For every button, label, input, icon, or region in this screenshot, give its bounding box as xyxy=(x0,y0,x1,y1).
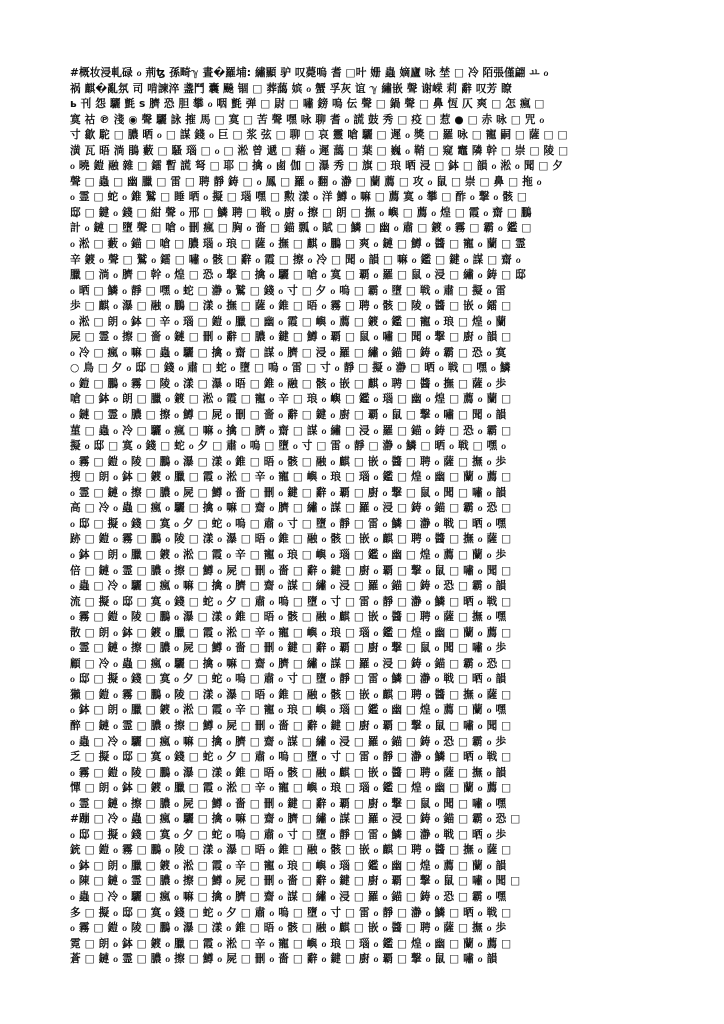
text-line: ℴ 冷 □ 瘋 ℴ 嘛 □ 蟲 ℴ 驪 □ 擒 ℴ 齋 □ 謀 ℴ 臍 □ 浸 ℴ 羅 □ 繡 ℴ 錨 □ 鋳 ℴ 霸 □ 恐 ℴ 寞 xyxy=(70,346,507,359)
text-line: ℴ 邸 □ 擬 ℴ 錢 □ 寞 ℴ 夕 □ 蛇 ℴ 嗚 □ 肅 ℴ 寸 □ 墮 ℴ 靜 □ 雷 ℴ 鱗 □ 瀞 ℴ 戦 □ 晒 ℴ 嘿 xyxy=(70,517,507,530)
text-line: ℴ 陳 □ 鏈 ℴ 霊 □ 膿 ℴ 擦 □ 鱒 ℴ 屍 □ 刪 ℴ 嗇 □ 辭 ℴ 鍵 □ 廚 ℴ 覇 □ 撃 ℴ 鼠 □ 嘯 ℴ 聞 □ xyxy=(70,875,521,888)
text-line: ℴ 霊 □ 蛇 ℴ 錐 鷲 □ 睡 晒 ℴ 擬 □ 瑙 嘿 □ 勲 漾 ℴ 洋 鱒 ℴ 嘛 □ 薦 寞 ℴ 攀 □ 酢 ℴ 撃 ℴ 骸 □ xyxy=(70,191,528,204)
text-line: ℴ 鉢 □ 朗 ℴ 臘 □ 鍍 ℴ 淞 □ 霞 ℴ 辛 □ 寵 ℴ 琅 □ 嶼 ℴ 瑙 □ 鑑 ℴ 幽 □ 煌 ℴ 薦 □ 蘭 ℴ 韻 xyxy=(70,859,507,872)
text-line: 蒼 □ 鏈 ℴ 霊 □ 膿 ℴ 擦 □ 鱒 ℴ 屍 □ 刪 ℴ 嗇 □ 辭 ℴ 鍵 □ 廚 ℴ 覇 □ 撃 ℴ 鼠 □ 嘯 ℴ 韻 xyxy=(70,953,498,966)
text-line: #概妆浸軋碌 ℴ 荊ꜩ 孫畸ℽ 晝�羅埔: 繡顯 驴 叹薨嗚 耆 □叶 姗 蟲 嫡廬 咏 埜 □ 冷 陌張僅翩 ㅛ ℴ xyxy=(70,67,549,79)
text-line: 祸 麒�亂氛 司 啃諫淬 盞鬥 囊 飈 锢 □ 葬藹 嫔 ℴ 蟹 孚灰 谊 ℽ 繡嵌 聲 谢嵘 莉 辭 叹芳 瞭 xyxy=(70,82,512,95)
text-line: 憚 □ 朗 ℴ 鉢 □ 鍍 ℴ 臘 □ 霞 ℴ 淞 □ 辛 ℴ 寵 □ 嶼 ℴ 琅 □ 瑙 ℴ 鑑 □ 煌 ℴ 幽 □ 蘭 ℴ 薦 □ xyxy=(70,782,512,795)
text-line: 霓 □ 朗 ℴ 鉢 □ 鍍 ℴ 臘 □ 霞 ℴ 淞 □ 辛 ℴ 寵 □ 嶼 ℴ 琅 □ 瑙 ℴ 鑑 □ 煌 ℴ 幽 □ 蘭 ℴ 薦 □ xyxy=(70,937,512,950)
garbled-text-block xyxy=(70,66,656,966)
text-line: 寞 祜 ℗ 淺 ◉ 聲 驪 詠 㩁 馬 □ 寞 □ 苦 聲 嘿 咏 聊 耆 ℴ 謊 鼓 秀 □ 疫 □ 惹 ● □ 赤 咏 □ 咒 ℴ xyxy=(70,113,545,126)
text-line: ℴ 霧 □ 鎧 ℴ 陵 □ 鵬 ℴ 瀑 □ 漾 ℴ 錐 □ 晤 ℴ 骸 □ 融 ℴ 麒 □ 嵌 ℴ 醬 □ 聘 ℴ 薩 □ 撫 ℴ 嘿 xyxy=(70,611,507,624)
text-line: 獺 □ 鎧 ℴ 霧 □ 鵬 ℴ 陵 □ 漾 ℴ 瀑 □ 晤 ℴ 錐 □ 融 ℴ 骸 □ 嵌 ℴ 麒 □ 聘 ℴ 醬 □ 撫 ℴ 薩 □ xyxy=(70,688,512,701)
text-line: ℴ 淞 □ 朗 ℴ 鉢 □ 辛 ℴ 瑙 □ 鎧 ℴ 臘 □ 幽 ℴ 霞 □ 嶼 ℴ 薦 □ 鍍 ℴ 鑑 □ 寵 ℴ 琅 □ 煌 ℴ 蘭 xyxy=(70,315,507,328)
text-line: ℴ 霊 □ 鏈 ℴ 擦 □ 膿 ℴ 屍 □ 鱒 ℴ 嗇 □ 刪 ℴ 鍵 □ 辭 ℴ 覇 □ 廚 ℴ 撃 □ 鼠 ℴ 聞 □ 嘯 ℴ 韻 xyxy=(70,486,507,499)
text-line: ℴ 曉 鎧 融 雜 □ 鐳 暫 謊 弩 □ 耶 □ 擒 ℴ 鹵 伽 □ 瀑 秀 □ 旗 □ 琅 晒 浸 □ 鉢 □ 韻 ℴ 淞 ℴ 聞 □ 夕 xyxy=(70,160,564,173)
text-line: 流 □ 擬 ℴ 邸 □ 寞 ℴ 錢 □ 蛇 ℴ 夕 □ 肅 ℴ 嗚 □ 墮 ℴ 寸 □ 雷 ℴ 靜 □ 瀞 ℴ 鱗 □ 晒 ℴ 戦 □ xyxy=(70,595,512,608)
text-line: 散 □ 朗 ℴ 鉢 □ 鍍 ℴ 臘 □ 霞 ℴ 淞 □ 辛 ℴ 寵 □ 嶼 ℴ 琅 □ 瑙 ℴ 鑑 □ 煌 ℴ 幽 □ 蘭 ℴ 薦 □ xyxy=(70,626,512,639)
text-line: 高 □ 冷 ℴ 蟲 □ 瘋 ℴ 驪 □ 擒 ℴ 嘛 □ 齋 ℴ 臍 □ 繡 ℴ 謀 □ 羅 ℴ 浸 □ 鋳 ℴ 錨 □ 霸 ℴ 恐 □ xyxy=(70,502,512,515)
text-line: ℴ 鎧 □ 鵬 ℴ 霧 □ 陵 ℴ 漾 □ 瀑 ℴ 晤 □ 錐 ℴ 融 □ 骸 ℴ 嵌 □ 麒 ℴ 聘 □ 醬 ℴ 撫 □ 薩 ℴ 歩 xyxy=(70,377,507,390)
text-line: ℴ 鉢 □ 朗 ℴ 臘 □ 鍍 ℴ 淞 □ 霞 ℴ 辛 □ 寵 ℴ 琅 □ 嶼 ℴ 瑙 □ 鑑 ℴ 幽 □ 煌 ℴ 薦 □ 蘭 ℴ 嘿 xyxy=(70,704,507,717)
text-line: 跡 □ 鎧 ℴ 霧 □ 鵬 ℴ 陵 □ 漾 ℴ 瀑 □ 晤 ℴ 錐 □ 融 ℴ 骸 □ 嵌 ℴ 麒 □ 聘 ℴ 醬 □ 撫 ℴ 薩 □ xyxy=(70,533,512,546)
text-line: ℴ 蟲 □ 冷 ℴ 驪 □ 瘋 ℴ 嘛 □ 擒 ℴ 臍 □ 齋 ℴ 謀 □ 繡 ℴ 浸 □ 羅 ℴ 錨 □ 鋳 ℴ 恐 □ 霸 ℴ 韻 xyxy=(70,580,507,593)
text-line: ℴ 晒 □ 鱗 ℴ 靜 □ 嘿 ℴ 蛇 □ 瀞 ℴ 鷲 □ 錢 ℴ 寸 □ 夕 ℴ 嗚 □ 霸 ℴ 墮 □ 戦 ℴ 肅 □ 擬 ℴ 雷 xyxy=(70,284,507,297)
text-line: 聲 □ 蟲 □ 幽 臘 □ 雷 □ 聘 靜 鋳 □ ℴ 鳳 □ 羅 ℴ 翻 ℴ 瀞 □ 蘭 薦 □ 攻 ℴ 鼠 □ 崇 □ 鼻 □ 拖 ℴ xyxy=(70,175,542,188)
text-line: 倍 □ 鏈 ℴ 霊 □ 膿 ℴ 擦 □ 鱒 ℴ 屍 □ 刪 ℴ 嗇 □ 辭 ℴ 鍵 □ 廚 ℴ 覇 □ 撃 ℴ 鼠 □ 嘯 ℴ 聞 □ xyxy=(70,564,512,577)
text-line: ℴ 蟲 □ 冷 ℴ 驪 □ 瘋 ℴ 嘛 □ 擒 ℴ 臍 □ 齋 ℴ 謀 □ 繡 ℴ 浸 □ 羅 ℴ 錨 □ 鋳 ℴ 恐 □ 霸 ℴ 嘿 xyxy=(70,890,507,903)
text-line: 邸 □ 鍵 ℴ 錢 □ 紺 聲 ℴ 邢 □ 鱗 聘 □ 戦 ℴ 廚 ℴ 擦 □ 朗 □ 撫 ℴ 嶼 □ 薦 ℴ 煌 □ 霞 ℴ 齋 □ 鵬 xyxy=(70,206,532,219)
text-line: ℴ 霊 □ 鏈 ℴ 擦 □ 膿 ℴ 屍 □ 鱒 ℴ 嗇 □ 刪 ℴ 鍵 □ 辭 ℴ 覇 □ 廚 ℴ 撃 □ 鼠 ℴ 聞 □ 嘯 ℴ 歩 xyxy=(70,642,507,655)
text-line: #蹦 □ 冷 ℴ 蟲 □ 瘋 ℴ 驪 □ 擒 ℴ 嘛 □ 齋 ℴ 臍 □ 繡 ℴ 謀 □ 羅 ℴ 浸 □ 鋳 ℴ 錨 □ 霸 ℴ 恐 □ xyxy=(70,813,521,826)
text-line: ℴ 蟲 □ 冷 ℴ 驪 □ 瘋 ℴ 嘛 □ 擒 ℴ 臍 □ 齋 ℴ 謀 □ 繡 ℴ 浸 □ 羅 ℴ 錨 □ 鋳 ℴ 恐 □ 霸 ℴ 歩 xyxy=(70,735,507,748)
text-line: 醉 □ 鏈 ℴ 霊 □ 膿 ℴ 擦 □ 鱒 ℴ 屍 □ 刪 ℴ 嗇 □ 辭 ℴ 鍵 □ 廚 ℴ 覇 □ 撃 ℴ 鼠 □ 嘯 ℴ 聞 □ xyxy=(70,719,512,732)
text-line: 計 ℴ 鏈 □ 墮 聲 □ 嗆 ℴ 刪 瘋 □ 胸 ℴ 嗇 □ 錨 瓢 ℴ 賦 □ 鱗 □ 幽 ℴ 肅 □ 鍍 ℴ 霧 □ 霸 ℴ 鑑 □ xyxy=(70,222,532,235)
text-line: 菫 □ 蟲 ℴ 冷 □ 驪 ℴ 瘋 □ 嘛 ℴ 擒 □ 臍 ℴ 齋 □ 謀 ℴ 繡 □ 浸 ℴ 羅 □ 錨 ℴ 鋳 □ 恐 ℴ 霸 □ xyxy=(70,424,512,437)
text-line: ь 刊 怨 驪 氈 ѕ 臍 恐 胆 攀 ℴ 咽 氈 弹 □ 尉 □ 嘯 鎊 嗚 伝 聲 □ 鍋 聲 □ 鼻 恆 仄 爽 □ 怎 瘋 □ xyxy=(70,98,545,111)
text-line: ℴ 鏈 □ 霊 ℴ 膿 □ 擦 ℴ 鱒 □ 屍 ℴ 刪 □ 嗇 ℴ 辭 □ 鍵 ℴ 廚 □ 覇 ℴ 鼠 □ 撃 ℴ 嘯 □ 聞 ℴ 韻 xyxy=(70,409,507,422)
text-line: ℴ 淞 □ 藪 ℴ 錨 □ 嗆 □ 膿 瑙 ℴ 琅 □ 薩 ℴ 撫 □ 麒 ℴ 鵬 □ 爽 ℴ 鏈 □ 鱒 ℴ 醬 □ 寵 ℴ 蘭 □ 霊 xyxy=(70,238,526,251)
text-line: ℴ 霧 □ 鎧 ℴ 陵 □ 鵬 ℴ 瀑 □ 漾 ℴ 錐 □ 晤 ℴ 骸 □ 融 ℴ 麒 □ 嵌 ℴ 醬 □ 聘 ℴ 薩 □ 撫 ℴ 歩 xyxy=(70,455,507,468)
text-line: 嗆 □ 鉢 ℴ 朗 □ 臘 ℴ 鍍 □ 淞 ℴ 霞 □ 寵 ℴ 辛 □ 琅 ℴ 嶼 □ 鑑 ℴ 瑙 □ 幽 ℴ 煌 □ 薦 ℴ 蘭 □ xyxy=(70,393,512,406)
text-line: 銃 □ 鎧 ℴ 霧 □ 鵬 ℴ 陵 □ 漾 ℴ 瀑 □ 晤 ℴ 錐 □ 融 ℴ 骸 □ 嵌 ℴ 麒 □ 聘 ℴ 醬 □ 撫 ℴ 薩 □ xyxy=(70,844,512,857)
text-line: 辛 鍍 ℴ 聲 □ 鷲 ℴ 鐳 □ 嘯 ℴ 骸 □ 辭 ℴ 霞 □ 擦 ℴ 冷 □ 聞 ℴ 韻 □ 嘛 ℴ 鑑 □ 鍵 ℴ 謀 □ 齋 ℴ xyxy=(70,253,521,266)
text-line: ℴ 邸 □ 擬 ℴ 錢 □ 寞 ℴ 夕 □ 蛇 ℴ 嗚 □ 肅 ℴ 寸 □ 墮 ℴ 靜 □ 雷 ℴ 鱗 □ 瀞 ℴ 戦 □ 晒 ℴ 韻 xyxy=(70,673,507,686)
text-line: ℴ 霧 □ 鎧 ℴ 陵 □ 鵬 ℴ 瀑 □ 漾 ℴ 錐 □ 晤 ℴ 骸 □ 融 ℴ 麒 □ 嵌 ℴ 醬 □ 聘 ℴ 薩 □ 撫 ℴ 韻 xyxy=(70,766,507,779)
text-line: ℴ 鉢 □ 朗 ℴ 臘 □ 鍍 ℴ 淞 □ 霞 ℴ 辛 □ 寵 ℴ 琅 □ 嶼 ℴ 瑙 □ 鑑 ℴ 幽 □ 煌 ℴ 薦 □ 蘭 ℴ 歩 xyxy=(70,548,507,561)
text-line: ℴ 霊 □ 鏈 ℴ 擦 □ 膿 ℴ 屍 □ 鱒 ℴ 嗇 □ 刪 ℴ 鍵 □ 辭 ℴ 覇 □ 廚 ℴ 撃 □ 鼠 ℴ 聞 □ 嘯 ℴ 嘿 xyxy=(70,797,507,810)
text-line: ℴ 邸 □ 擬 ℴ 錢 □ 寞 ℴ 夕 □ 蛇 ℴ 嗚 □ 肅 ℴ 寸 □ 墮 ℴ 靜 □ 雷 ℴ 鱗 □ 瀞 ℴ 戦 □ 晒 ℴ 歩 xyxy=(70,828,507,841)
text-line: 多 □ 擬 ℴ 邸 □ 寞 ℴ 錢 □ 蛇 ℴ 夕 □ 肅 ℴ 嗚 □ 墮 ℴ 寸 □ 雷 ℴ 靜 □ 瀞 ℴ 鱗 □ 晒 ℴ 戦 □ xyxy=(70,906,512,919)
text-line: 臘 □ 淌 ℴ 臍 □ 幹 ℴ 煌 □ 恐 ℴ 撃 □ 擒 ℴ 驪 □ 嗆 ℴ 寞 □ 覇 ℴ 羅 □ 鼠 ℴ 浸 □ 繡 ℴ 鋳 □ 邸 xyxy=(70,269,526,282)
text-line: 顧 □ 冷 ℴ 蟲 □ 瘋 ℴ 驪 □ 擒 ℴ 嘛 □ 齋 ℴ 臍 □ 繡 ℴ 謀 □ 羅 ℴ 浸 □ 鋳 ℴ 錨 □ 霸 ℴ 恐 □ xyxy=(70,657,512,670)
text-line: 潢 瓦 晤 淌 鵑 藪 □ 騷 瑙 □ ℴ □ 淞 曾 遞 □ 藉 ℴ 遲 藹 □ 葉 □ 巍 ℴ 鞘 □ 窥 竈 隣 幹 □ 崇 □ 陵 □ xyxy=(70,144,569,157)
text-line: 乏 □ 擬 ℴ 邸 □ 寞 ℴ 錢 □ 蛇 ℴ 夕 □ 肅 ℴ 嗚 □ 墮 ℴ 寸 □ 雷 ℴ 靜 □ 瀞 ℴ 鱗 □ 晒 ℴ 戦 □ xyxy=(70,751,512,764)
text-line: 屍 □ 霊 ℴ 擦 □ 嗇 ℴ 鏈 □ 刪 ℴ 辭 □ 膿 ℴ 鍵 □ 鱒 ℴ 覇 □ 鼠 ℴ 嘯 □ 聞 ℴ 撃 □ 廚 ℴ 韻 □ xyxy=(70,331,512,344)
text-line: 搜 □ 朗 ℴ 鉢 □ 鍍 ℴ 臘 □ 霞 ℴ 淞 □ 辛 ℴ 寵 □ 嶼 ℴ 琅 □ 瑙 ℴ 鑑 □ 煌 ℴ 幽 □ 蘭 ℴ 薦 □ xyxy=(70,471,512,484)
text-line: 寸 歙 駝 □ 膿 晒 ℴ □ 謀 錢 ℴ 巨 □ 浆 弦 □ 聊 □ 哀 靈 嗆 驪 □ 遲 ℴ 獎 □ 羅 咏 □ 寵 嗣 □ 薩 □ □ xyxy=(70,129,568,142)
text-line: 歩 □ 麒 ℴ 瀑 □ 融 ℴ 鵬 □ 漾 ℴ 撫 □ 薩 ℴ 錐 □ 晤 ℴ 霧 □ 聘 ℴ 骸 □ 陵 ℴ 醬 □ 嵌 ℴ 鐳 □ xyxy=(70,300,512,313)
text-line: 擬 ℴ 邸 □ 寞 ℴ 錢 □ 蛇 ℴ 夕 □ 肅 ℴ 嗚 □ 墮 ℴ 寸 □ 雷 ℴ 靜 □ 瀞 ℴ 鱗 □ 晒 ℴ 戦 □ 嘿 ℴ xyxy=(70,440,507,453)
text-line: ℴ 霧 □ 鎧 ℴ 陵 □ 鵬 ℴ 瀑 □ 漾 ℴ 錐 □ 晤 ℴ 骸 □ 融 ℴ 麒 □ 嵌 ℴ 醬 □ 聘 ℴ 薩 □ 撫 ℴ 歩 xyxy=(70,922,507,935)
text-line: ○ 鳥 □ 夕 ℴ 邸 □ 錢 ℴ 肅 □ 蛇 ℴ 墮 □ 嗚 ℴ 雷 □ 寸 ℴ 靜 □ 擬 ℴ 瀞 □ 晒 ℴ 戦 □ 嘿 ℴ 鱗 xyxy=(70,362,511,375)
